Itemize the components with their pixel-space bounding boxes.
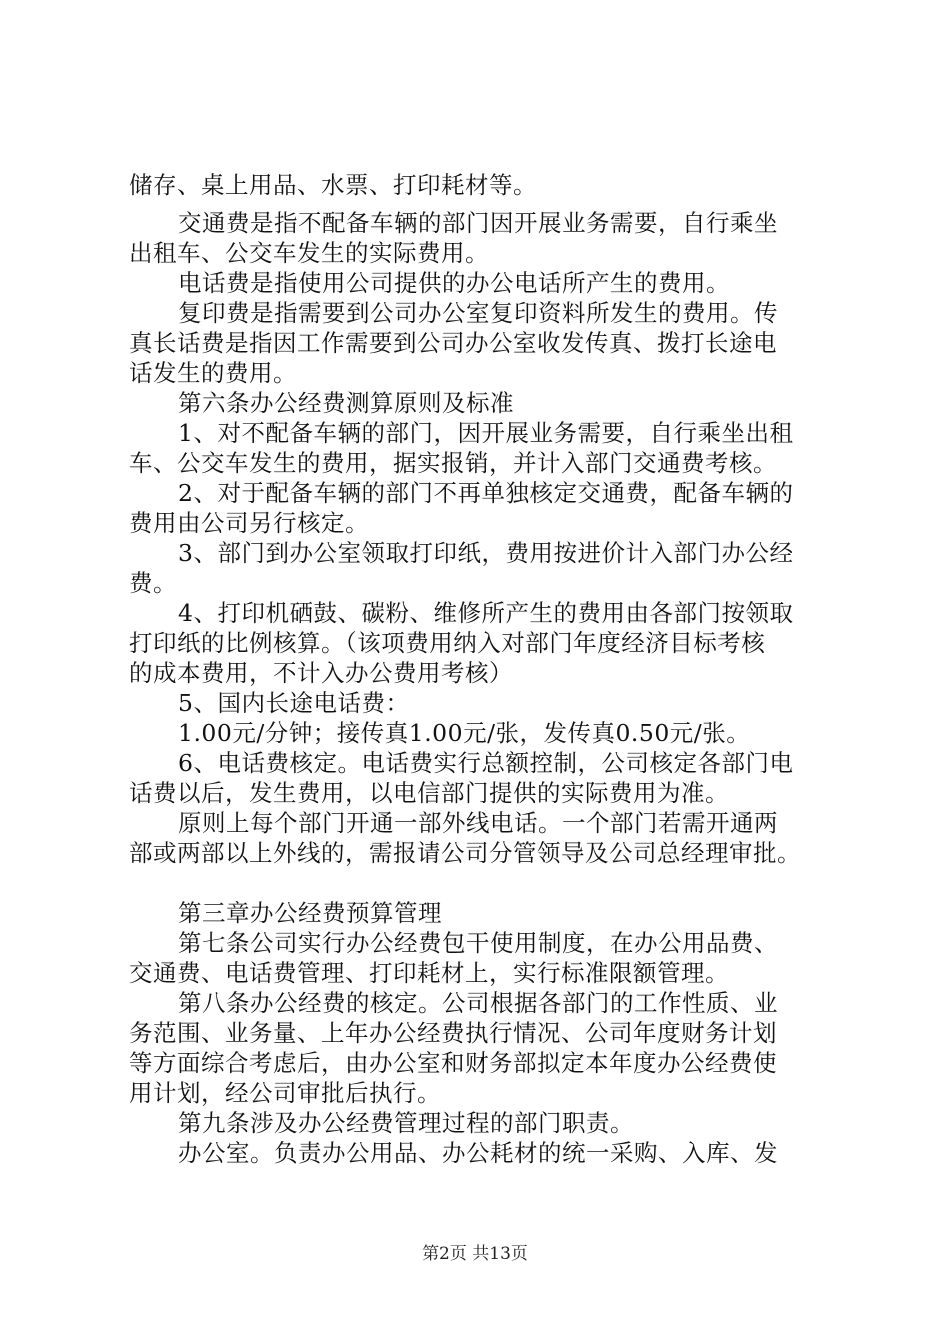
text-line: 1、对不配备车辆的部门，因开展业务需要，自行乘坐出租 [178, 419, 794, 447]
text-line: 1.00元/分钟；接传真1.00元/张，发传真0.50元/张。 [178, 719, 751, 747]
text-line: 用计划，经公司审批后执行。 [129, 1079, 441, 1107]
text-line: 费。 [129, 569, 177, 597]
text-line: 第八条办公经费的核定。公司根据各部门的工作性质、业 [178, 989, 778, 1017]
text-line: 6、电话费核定。电话费实行总额控制，公司核定各部门电 [178, 749, 794, 777]
text-line: 的成本费用，不计入办公费用考核） [129, 659, 513, 687]
text-line: 部或两部以上外线的，需报请公司分管领导及公司总经理审批。 [129, 839, 801, 867]
text-line: 4、打印机硒鼓、碳粉、维修所产生的费用由各部门按领取 [178, 599, 794, 627]
text-line: 话发生的费用。 [129, 359, 297, 387]
text-line: 电话费是指使用公司提供的办公电话所产生的费用。 [178, 269, 730, 297]
text-line: 费用由公司另行核定。 [129, 509, 369, 537]
text-line: 办公室。负责办公用品、办公耗材的统一采购、入库、发 [178, 1139, 778, 1167]
text-line: 储存、桌上用品、水票、打印耗材等。 [129, 171, 537, 199]
text-line: 话费以后，发生费用，以电信部门提供的实际费用为准。 [129, 779, 729, 807]
text-line: 原则上每个部门开通一部外线电话。一个部门若需开通两 [178, 809, 778, 837]
chapter-heading: 第三章办公经费预算管理 [178, 899, 442, 927]
text-line: 出租车、公交车发生的实际费用。 [129, 239, 489, 267]
page-footer: 第2页 共13页 [422, 1244, 528, 1264]
text-line: 交通费、电话费管理、打印耗材上，实行标准限额管理。 [129, 959, 729, 987]
text-line: 交通费是指不配备车辆的部门因开展业务需要，自行乘坐 [178, 209, 778, 237]
text-line: 第七条公司实行办公经费包干使用制度，在办公用品费、 [178, 929, 778, 957]
text-line: 等方面综合考虑后，由办公室和财务部拟定本年度办公经费使 [129, 1049, 777, 1077]
section-heading: 第六条办公经费测算原则及标准 [178, 389, 514, 417]
text-line: 车、公交车发生的费用，据实报销，并计入部门交通费考核。 [129, 449, 777, 477]
text-line: 务范围、业务量、上年办公经费执行情况、公司年度财务计划 [129, 1019, 777, 1047]
text-line: 2、对于配备车辆的部门不再单独核定交通费，配备车辆的 [178, 479, 794, 507]
text-line: 3、部门到办公室领取打印纸，费用按进价计入部门办公经 [178, 539, 794, 567]
text-line: 打印纸的比例核算。（该项费用纳入对部门年度经济目标考核 [129, 629, 766, 657]
text-line: 复印费是指需要到公司办公室复印资料所发生的费用。传 [178, 299, 778, 327]
text-line: 第九条涉及办公经费管理过程的部门职责。 [178, 1109, 634, 1137]
text-line: 5、国内长途电话费： [178, 689, 410, 717]
text-line: 真长话费是指因工作需要到公司办公室收发传真、拨打长途电 [129, 329, 777, 357]
